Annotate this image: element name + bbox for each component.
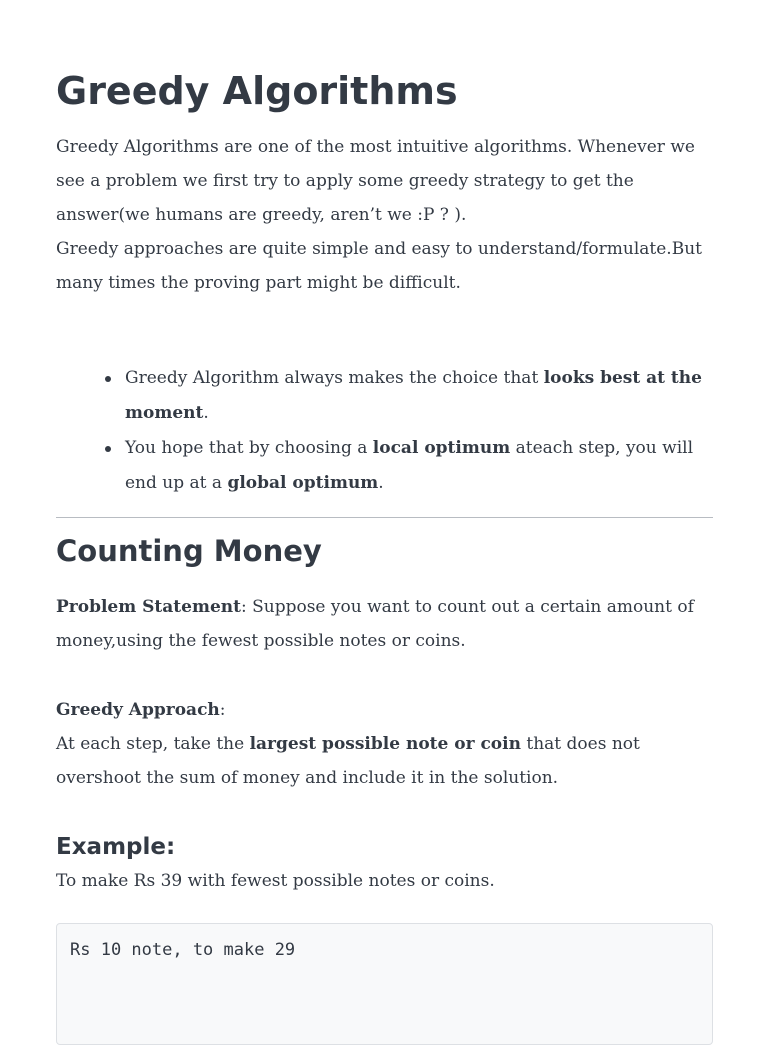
code-line: Rs 10 note, to make 29: [70, 940, 296, 960]
greedy-approach: Greedy Approach: At each step, take the largest possible note or coin that does not overshoot the sum of money and include it in the solution.: [56, 700, 640, 788]
list-item: You hope that by choosing a local optimum ateach step, you will end up at a global optimum.: [56, 431, 713, 501]
section-heading: Counting Money: [56, 534, 322, 568]
problem-label: Problem Statement: [56, 597, 241, 617]
code-block: [56, 923, 713, 1045]
list-item: Greedy Algorithm always makes the choice that looks best at the moment.: [56, 361, 713, 431]
page-title: Greedy Algorithms: [56, 69, 458, 113]
example-heading: Example:: [56, 834, 176, 860]
intro-text-2: Greedy approaches are quite simple and easy to understand/formulate.But many times the proving part might be difficult.: [56, 239, 702, 293]
approach-label: Greedy Approach: [56, 700, 220, 720]
intro-text-1: Greedy Algorithms are one of the most intuitive algorithms. Whenever we see a problem we first try to apply some greedy strategy to get the answer(we humans are greedy, aren’t we :P ? ).: [56, 137, 695, 225]
intro-paragraph: [56, 130, 713, 300]
section-divider: [56, 517, 713, 518]
key-points-list: [56, 361, 713, 501]
problem-statement: Problem Statement: Suppose you want to count out a certain amount of money,using the fewest possible notes or coins.: [56, 597, 694, 651]
example-text: To make Rs 39 with fewest possible notes or coins.: [56, 871, 495, 891]
